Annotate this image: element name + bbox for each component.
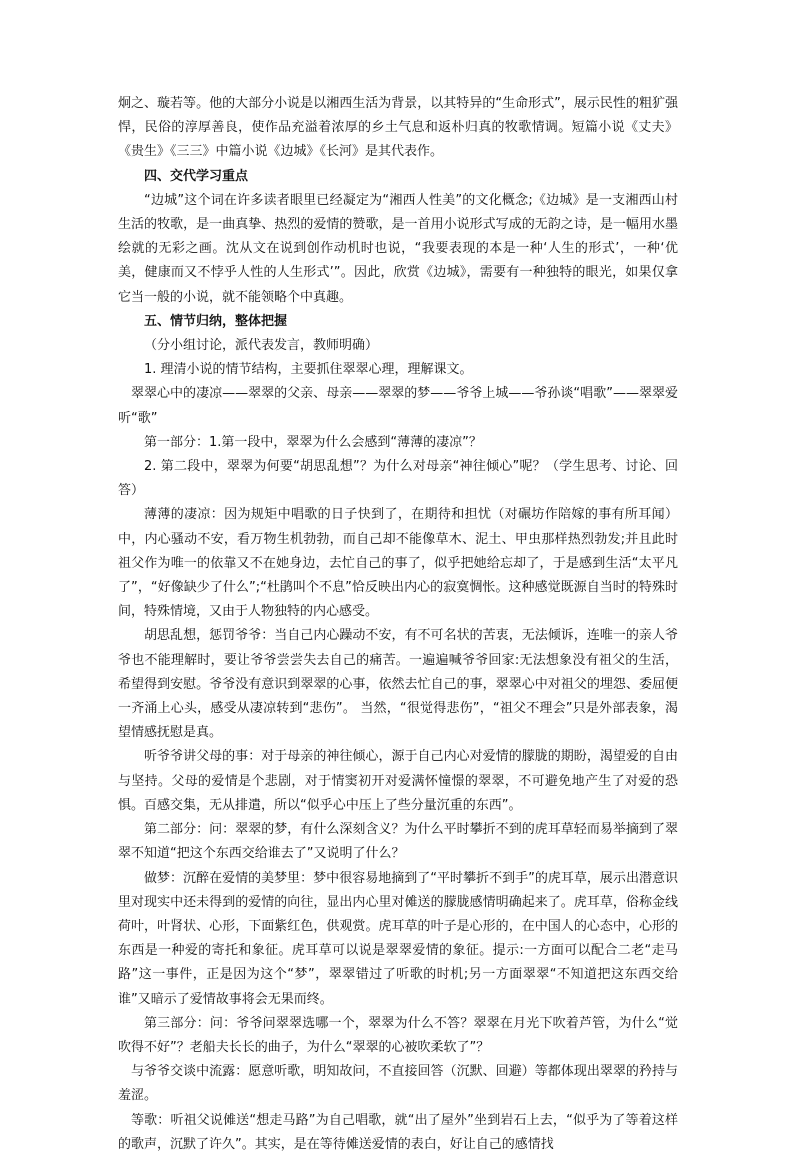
paragraph-parents-story: 听爷爷讲父母的事：对于母亲的神往倾心，源于自己内心对爱情的朦胧的期盼，渴望爱的自由与坚持。父母的爱情是个悲剧，对于情窦初开对爱满怀憧憬的翠翠，不可避免地产生了对爱的恐惧。百感交集，无从排遣，所以“似乎心中压上了些分量沉重的东西”。	[118, 749, 678, 813]
paragraph-waiting-song: 等歌：听祖父说傩送“想走马路”为自己唱歌，就“出了屋外”坐到岩石上去，“似乎为了等着这样的歌声，沉默了许久”。其实，是在等待傩送爱情的表白，好让自己的感情找	[118, 1112, 678, 1152]
section-heading-study-focus: 四、交代学习重点	[144, 168, 249, 184]
paragraph-part-two-question: 第二部分：问：翠翠的梦，有什么深刻含义？为什么平时攀折不到的虎耳草轻而易举摘到了翠翠不知道“把这个东西交给谁去了”又说明了什么？	[118, 822, 678, 862]
paragraph-plot-chain: 翠翠心中的凄凉——翠翠的父亲、母亲——翠翠的梦——爷爷上城——爷孙谈“唱歌”——翠翠爱听“歌”	[118, 386, 678, 426]
paragraph-biancheng-concept: “边城”这个词在许多读者眼里已经凝定为“湘西人性美”的文化概念;《边城》是一支湘西山村生活的牧歌，是一曲真挚、热烈的爱情的赞歌，是一首用小说形式写成的无韵之诗，是一幅用水墨绘就的无彩之画。沈从文在说到创作动机时也说，“我要表现的本是一种‘人生的形式’，一种‘优美，健康而又不悖乎人性的人生形式’”。因此，欣赏《边城》，需要有一种独特的眼光，如果仅拿它当一般的小说，就不能领略个中真趣。	[118, 192, 678, 305]
paragraph-thin-desolation: 薄薄的凄凉：因为规矩中唱歌的日子快到了，在期待和担忧（对碾坊作陪嫁的事有所耳闻）中，内心骚动不安，看万物生机勃勃，而自己却不能像草木、泥土、甲虫那样热烈勃发;并且此时祖父作为唯一的依靠又不在她身边，去忙自己的事了，似乎把她给忘却了，于是感到生活“太平凡了”，“好像缺少了什么”;“杜鹃叫个不息”恰反映出内心的寂寞惆怅。这种感觉既源自当时的特殊时间，特殊情境，又由于人物独特的内心感受。	[118, 507, 678, 620]
paragraph-wild-thoughts: 胡思乱想，惩罚爷爷：当自己内心躁动不安，有不可名状的苦衷，无法倾诉，连唯一的亲人爷爷也不能理解时，要让爷爷尝尝失去自己的痛苦。一遍遍喊爷爷回家:无法想象没有祖父的生活，希望得到安慰。爷爷没有意识到翠翠的心事，依然去忙自己的事，翠翠心中对祖父的埋怨、委屈便一齐涌上心头，感受从凄凉转到“悲伤”。 当然，“很觉得悲伤”，“祖父不理会”只是外部表象，渴望情感抚慰是真。	[118, 628, 678, 741]
paragraph-part-three-question: 第三部分：问：爷爷问翠翠选哪一个，翠翠为什么不答？翠翠在月光下吹着芦管，为什么“觉吹得不好”？老船夫长长的曲子，为什么“翠翠的心被吹柔软了”？	[118, 1015, 678, 1055]
document-page	[118, 92, 678, 1157]
section-heading-plot-summary: 五、情节归纳，整体把握	[144, 313, 288, 329]
paragraph-plot-structure: 1. 理清小说的情节结构，主要抓住翠翠心理，理解课文。	[144, 362, 473, 378]
paragraph-part-one-question: 第一部分：1.第一段中，翠翠为什么会感到“薄薄的凄凉”？	[144, 434, 482, 450]
paragraph-conversation: 与爷爷交谈中流露：愿意听歌，明知故问，不直接回答（沉默、回避）等都体现出翠翠的矜持与羞涩。	[118, 1064, 678, 1104]
paragraph-dream: 做梦：沉醉在爱情的美梦里：梦中很容易地摘到了“平时攀折不到手”的虎耳草，展示出潜意识里对现实中还未得到的爱情的向往，显出内心里对傩送的朦胧感情明确起来了。虎耳草，俗称金线荷叶，叶肾状、心形，下面紫红色，供观赏。虎耳草的叶子是心形的，在中国人的心态中，心形的东西是一种爱的寄托和象征。虎耳草可以说是翠翠爱情的象征。提示:一方面可以配合二老“走马路”这一事件，正是因为这个“梦”，翠翠错过了听歌的时机;另一方面翠翠“不知道把这东西交给谁”又暗示了爱情故事将会无果而终。	[118, 870, 678, 1007]
paragraph-group-discussion: （分小组讨论，派代表发言，教师明确）	[144, 338, 379, 354]
paragraph-part-one-question-2: 2. 第二段中，翠翠为何要“胡思乱想”？为什么对母亲“神往倾心”呢？（学生思考、讨论、回答）	[118, 459, 678, 499]
paragraph-author-intro: 炯之、璇若等。他的大部分小说是以湘西生活为背景，以其特异的“生命形式”，展示民性的粗犷强悍，民俗的淳厚善良，使作品充溢着浓厚的乡土气息和返朴归真的牧歌情调。短篇小说《丈夫》《贵生》《三三》中篇小说《边城》《长河》是其代表作。	[118, 96, 678, 160]
